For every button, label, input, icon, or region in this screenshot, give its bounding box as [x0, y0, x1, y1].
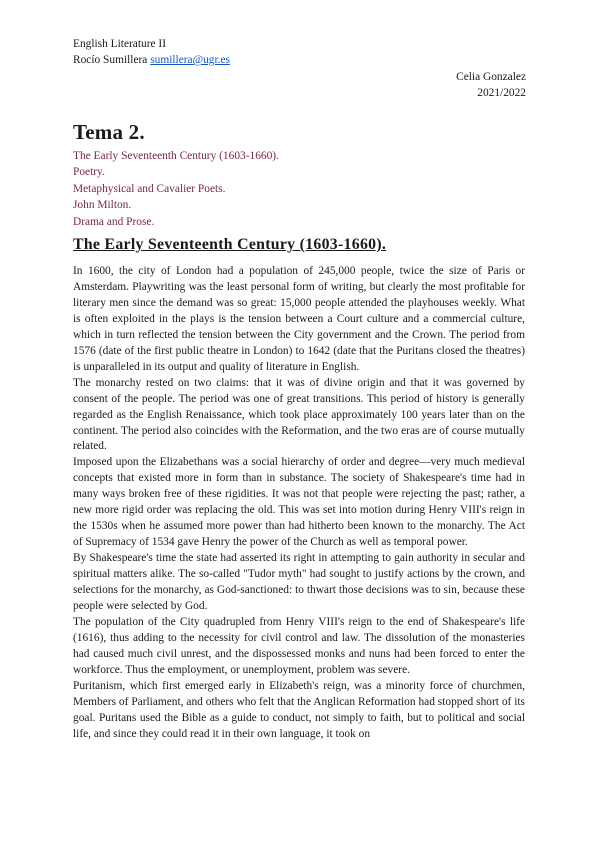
header-left: [73, 36, 230, 68]
paragraph: The monarchy rested on two claims: that it was of divine origin and that it was governed by consent of the people. The period was one of great transitions. This period of history is generally regarded as the English Renaissance, which took place approximately 100 years later than on the continent. The period also coincides with the Reformation, and the two eras are of course mutually related.: [73, 376, 525, 453]
toc-item: Metaphysical and Cavalier Poets.: [73, 182, 226, 195]
student-name: Celia Gonzalez: [456, 71, 526, 83]
course-name: English Literature II: [73, 38, 166, 50]
toc-item: John Milton.: [73, 199, 132, 212]
body-text: [73, 264, 525, 743]
academic-year: 2021/2022: [477, 87, 526, 99]
teacher-line: [73, 52, 230, 68]
table-of-contents: [73, 148, 279, 230]
paragraph: The population of the City quadrupled from Henry VIII's reign to the end of Shakespeare's life (1616), thus adding to the necessity for civil control and law. The dissolution of the monasteries had caused much civil unrest, and the dispossessed monks and nuns had been forced to enter the workforce. Thus the employment, or unemployment, problem was severe.: [73, 615, 525, 676]
section-heading: The Early Seventeenth Century (1603-1660).: [73, 236, 387, 253]
header-right: [456, 69, 526, 101]
email-link[interactable]: sumillera@ugr.es: [150, 54, 230, 66]
teacher-name: Rocío Sumillera: [73, 54, 148, 66]
paragraph: In 1600, the city of London had a population of 245,000 people, twice the size of Paris or Amsterdam. Playwriting was the least personal form of writing, but clearly the most profitable for literary men since the demand was so great: 15,000 people attended the playhouses weekly. What is often exploited in the plays is the tension between a Court culture and a commercial culture, which in turn reflected the tension between the City government and the Crown. The period from 1576 (date of the first public theatre in London) to 1642 (date that the Puritans closed the theatres) is unparalleled in its output and quality of literature in English.: [73, 265, 525, 373]
toc-item: Poetry.: [73, 166, 105, 179]
document-title: Tema 2.: [73, 120, 145, 144]
toc-item: The Early Seventeenth Century (1603-1660).: [73, 150, 279, 162]
paragraph: Imposed upon the Elizabethans was a social hierarchy of order and degree—very much medieval concepts that existed more in form than in substance. The society of Shakespeare's time had in many ways broken free of these rigidities. It was not that people were rejecting the past; rather, a new more rigid order was replacing the old. This was set into motion during Henry VIII's reign in the 1530s when he assumed more power than had hitherto been known to the monarchy. The Act of Supremacy of 1534 gave Henry the power of the Church as well as temporal power.: [73, 456, 525, 549]
toc-item: Drama and Prose.: [73, 215, 155, 228]
paragraph: Puritanism, which first emerged early in Elizabeth's reign, was a minority force of churchmen, Members of Parliament, and others who felt that the Anglican Reformation had stopped short of its goal. Puritans used the Bible as a guide to conduct, not simply to faith, but to political and social life, and since they could read it in their own language, it took on: [73, 679, 525, 740]
paragraph: By Shakespeare's time the state had asserted its right in attempting to gain authority in secular and spiritual matters alike. The so-called "Tudor myth" had sought to justify actions by the crown, and selections for the monarchy, as God-sanctioned: to thwart those decisions was to sin, because these people were selected by God.: [73, 552, 525, 613]
